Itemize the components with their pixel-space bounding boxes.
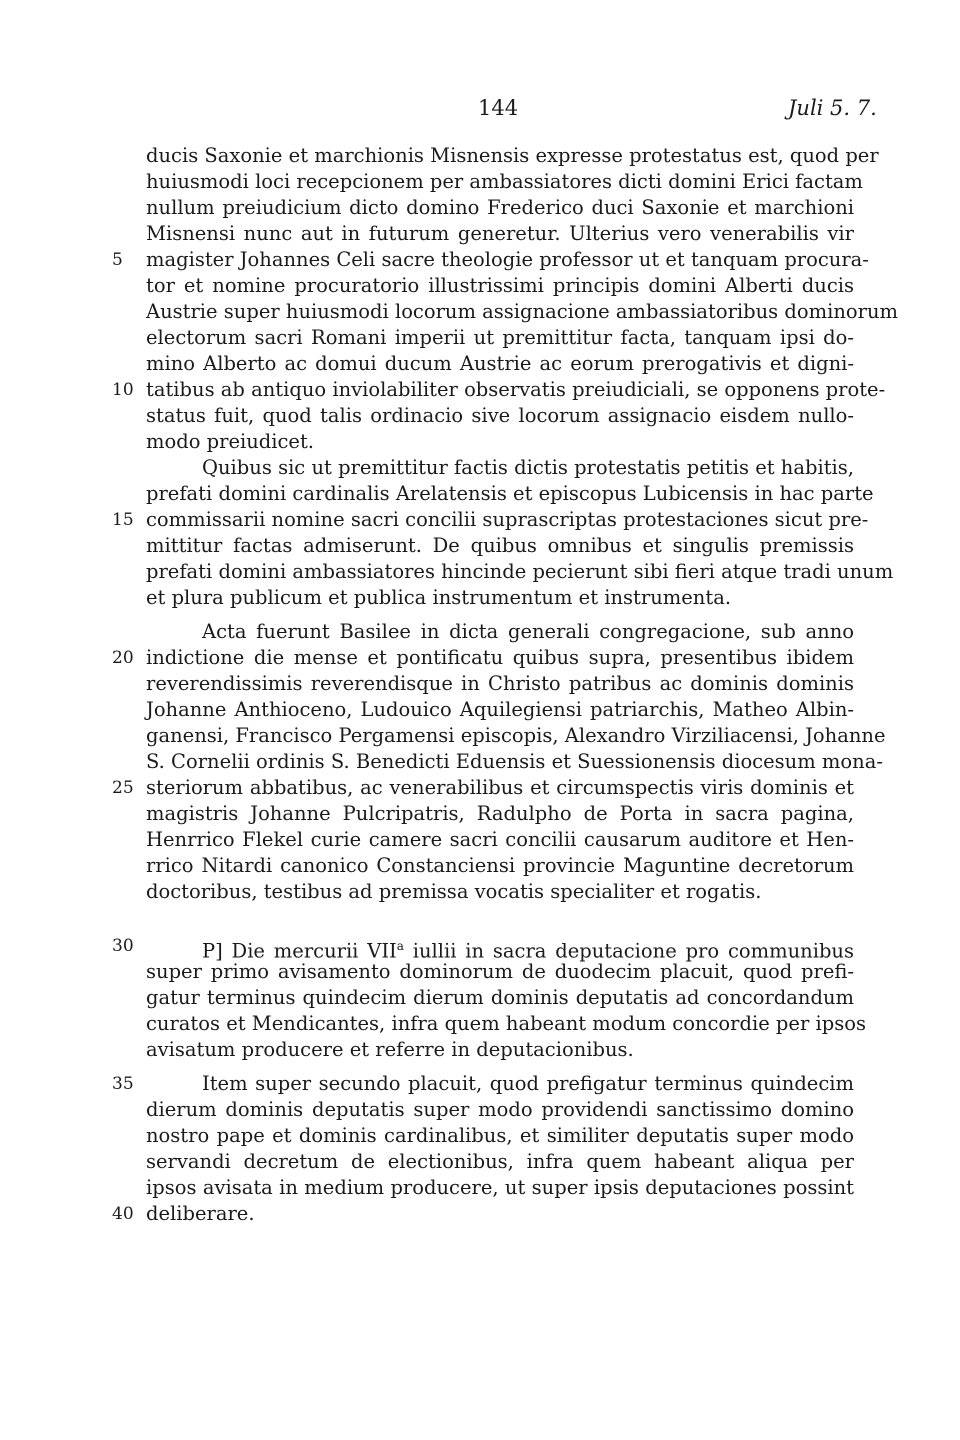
- text-line: tatibus ab antiquo inviolabiliter observatis preiudiciali, se opponens prote-: [146, 378, 886, 401]
- text-line: dierum dominis deputatis super modo providendi sanctissimo domino: [146, 1098, 854, 1121]
- text-line: Acta fuerunt Basilee in dicta generali congregacione, sub anno: [202, 620, 854, 643]
- text-line: huiusmodi loci recepcionem per ambassiatores dicti domini Erici factam: [146, 170, 863, 193]
- text-line: electorum sacri Romani imperii ut premittitur facta, tanquam ipsi do-: [146, 326, 854, 349]
- text-line: nostro pape et dominis cardinalibus, et similiter deputatis super modo: [146, 1124, 854, 1147]
- text-line: rrico Nitardi canonico Constanciensi provincie Maguntine decretorum: [146, 854, 854, 877]
- text-span: P] Die mercurii VII: [202, 939, 397, 963]
- text-line: magistris Johanne Pulcripatris, Radulpho de Porta in sacra pagina,: [146, 802, 854, 825]
- text-line: commissarii nomine sacri concilii suprascriptas protestaciones sicut pre-: [146, 508, 869, 531]
- line-number: 35: [112, 1074, 134, 1094]
- text-line: status fuit, quod talis ordinacio sive locorum assignacio eisdem nullo-: [146, 404, 854, 427]
- text-line: ducis Saxonie et marchionis Misnensis expresse protestatus est, quod per: [146, 144, 879, 167]
- text-line: Johanne Anthioceno, Ludouico Aquilegiensi patriarchis, Matheo Albin-: [146, 698, 854, 721]
- line-number: 30: [112, 936, 134, 956]
- line-number: 20: [112, 648, 134, 668]
- text-line: servandi decretum de electionibus, infra quem habeant aliqua per: [146, 1150, 854, 1173]
- superscript: a: [396, 939, 404, 953]
- text-line: ganensi, Francisco Pergamensi episcopis, Alexandro Virziliacensi, Johanne: [146, 724, 886, 747]
- page-number: 144: [478, 96, 519, 120]
- text-line: doctoribus, testibus ad premissa vocatis specialiter et rogatis.: [146, 880, 762, 903]
- line-number: 10: [112, 380, 134, 400]
- text-line: nullum preiudicium dicto domino Frederico duci Saxonie et marchioni: [146, 196, 854, 219]
- text-line: et plura publicum et publica instrumentum et instrumenta.: [146, 586, 732, 609]
- text-line: prefati domini cardinalis Arelatensis et episcopus Lubicensis in hac parte: [146, 482, 874, 505]
- text-line: mino Alberto ac domui ducum Austrie ac eorum prerogativis et digni-: [146, 352, 854, 375]
- running-date: Juli 5. 7.: [788, 96, 877, 120]
- text-line: reverendissimis reverendisque in Christo patribus ac dominis dominis: [146, 672, 854, 695]
- text-line: prefati domini ambassiatores hincinde pecierunt sibi fieri atque tradi unum: [146, 560, 894, 583]
- text-line: gatur terminus quindecim dierum dominis deputatis ad concordandum: [146, 986, 854, 1009]
- line-number: 25: [112, 778, 134, 798]
- text-line: indictione die mense et pontificatu quibus supra, presentibus ibidem: [146, 646, 854, 669]
- text-line: mittitur factas admiserunt. De quibus omnibus et singulis premissis: [146, 534, 854, 557]
- text-span: iullii in sacra deputacione pro communibus: [403, 939, 854, 963]
- text-line: deliberare.: [146, 1202, 255, 1225]
- text-line: Item super secundo placuit, quod prefigatur terminus quindecim: [202, 1072, 854, 1095]
- text-line: super primo avisamento dominorum de duodecim placuit, quod prefi-: [146, 960, 854, 983]
- text-line: Austrie super huiusmodi locorum assignacione ambassiatoribus dominorum: [146, 300, 899, 323]
- text-line: curatos et Mendicantes, infra quem habeant modum concordie per ipsos: [146, 1012, 866, 1035]
- text-line: Henrrico Flekel curie camere sacri concilii causarum auditore et Hen-: [146, 828, 854, 851]
- line-number: 15: [112, 510, 134, 530]
- text-line: avisatum producere et referre in deputacionibus.: [146, 1038, 634, 1061]
- text-line: S. Cornelii ordinis S. Benedicti Eduensis et Suessionensis diocesum mona-: [146, 750, 883, 773]
- text-line: steriorum abbatibus, ac venerabilibus et circumspectis viris dominis et: [146, 776, 854, 799]
- line-number: 5: [112, 250, 123, 270]
- line-number: 40: [112, 1204, 134, 1224]
- text-line: ipsos avisata in medium producere, ut super ipsis deputaciones possint: [146, 1176, 854, 1199]
- text-line: modo preiudicet.: [146, 430, 315, 453]
- text-line: Misnensi nunc aut in futurum generetur. Ulterius vero venerabilis vir: [146, 222, 854, 245]
- text-line: tor et nomine procuratorio illustrissimi principis domini Alberti ducis: [146, 274, 854, 297]
- text-line: magister Johannes Celi sacre theologie professor ut et tanquam procura-: [146, 248, 869, 271]
- text-line: Quibus sic ut premittitur factis dictis protestatis petitis et habitis,: [202, 456, 854, 479]
